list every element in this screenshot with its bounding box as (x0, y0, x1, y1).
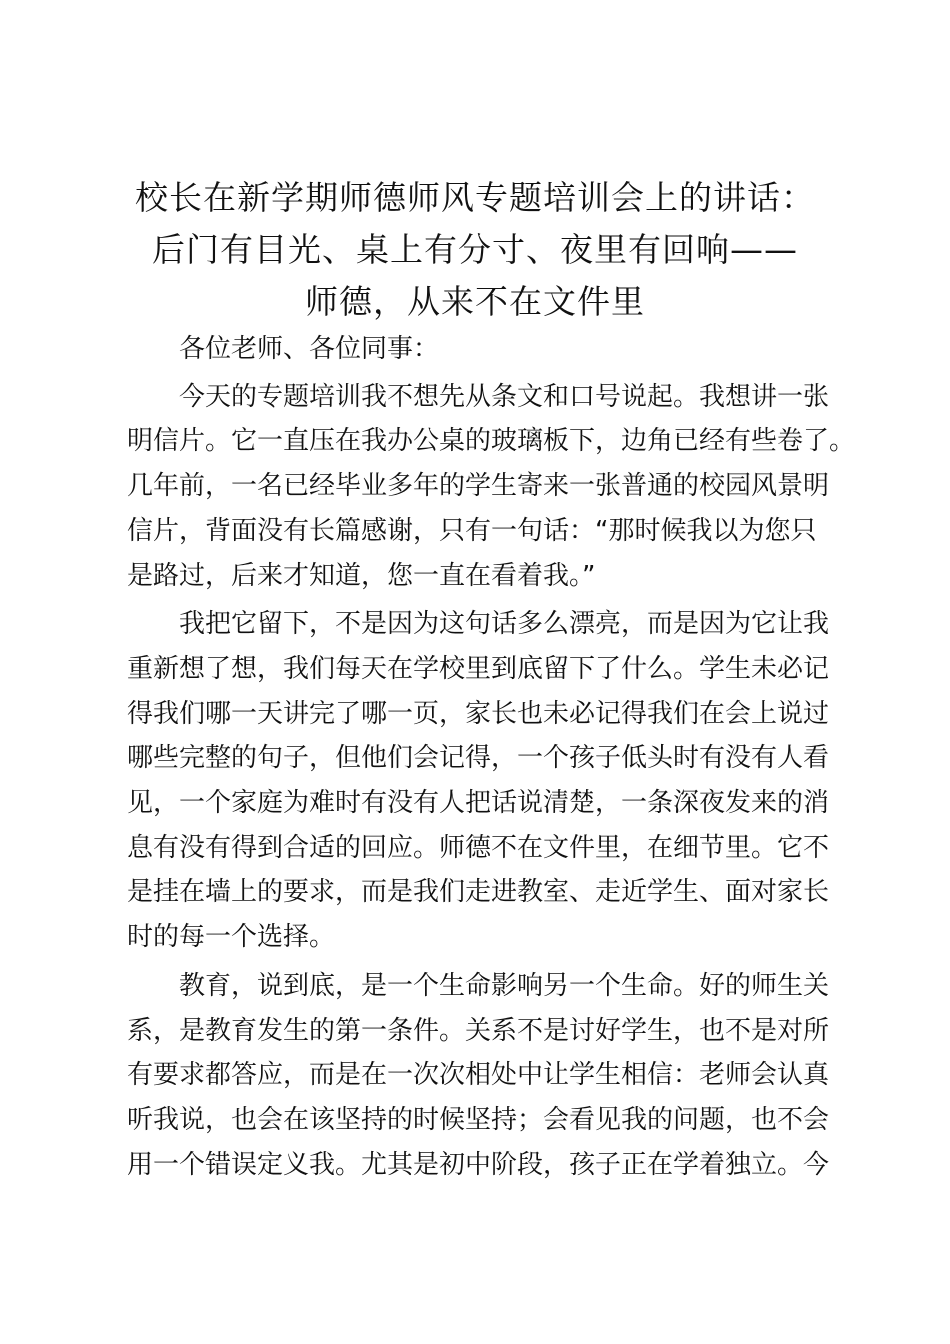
paragraph-line: 教育，说到底，是一个生命影响另一个生命。好的师生关 (179, 970, 830, 1001)
paragraph-line: 我把它留下，不是因为这句话多么漂亮，而是因为它让我 (179, 609, 830, 640)
paragraph-line: 明信片。它一直压在我办公桌的玻璃板下，边角已经有些卷了。 (127, 426, 856, 457)
paragraph-line: 有要求都答应，而是在一次次相处中让学生相信：老师会认真 (127, 1060, 830, 1091)
paragraph-line: 见，一个家庭为难时有没有人把话说清楚，一条深夜发来的消 (127, 788, 830, 819)
document-body (127, 327, 856, 1187)
paragraph-line: 信片，背面没有长篇感谢，只有一句话：“那时候我以为您只 (127, 515, 817, 546)
paragraph-line: 用一个错误定义我。尤其是初中阶段，孩子正在学着独立。今 (127, 1149, 830, 1180)
paragraph-line: 息有没有得到合适的回应。师德不在文件里，在细节里。它不 (127, 832, 830, 863)
paragraph-line: 时的每一个选择。 (127, 922, 336, 953)
title-line-3: 师德，从来不在文件里 (305, 282, 645, 321)
paragraph-line: 是挂在墙上的要求，而是我们走进教室、走近学生、面对家长 (127, 877, 830, 908)
title-line-1: 校长在新学期师德师风专题培训会上的讲话： (135, 178, 815, 217)
title-line-2: 后门有目光、桌上有分寸、夜里有回响—— (152, 230, 798, 269)
paragraph-line: 得我们哪一天讲完了哪一页，家长也未必记得我们在会上说过 (127, 698, 830, 729)
paragraph-line: 系，是教育发生的第一条件。关系不是讨好学生，也不是对所 (127, 1015, 830, 1046)
paragraph-line: 几年前，一名已经毕业多年的学生寄来一张普通的校园风景明 (127, 471, 830, 502)
paragraph-line: 今天的专题培训我不想先从条文和口号说起。我想讲一张 (179, 381, 830, 412)
paragraph-line: 重新想了想，我们每天在学校里到底留下了什么。学生未必记 (127, 653, 830, 684)
paragraph-2 (127, 602, 847, 960)
paragraph-3 (127, 964, 847, 1188)
paragraph-line: 是路过，后来才知道，您一直在看着我。” (127, 560, 596, 591)
salutation: 各位老师、各位同事： (179, 334, 440, 364)
paragraph-1 (127, 375, 856, 599)
document-title (80, 172, 870, 328)
paragraph-line: 哪些完整的句子，但他们会记得，一个孩子低头时有没有人看 (127, 743, 830, 774)
paragraph-line: 听我说，也会在该坚持的时候坚持；会看见我的问题，也不会 (127, 1104, 830, 1135)
